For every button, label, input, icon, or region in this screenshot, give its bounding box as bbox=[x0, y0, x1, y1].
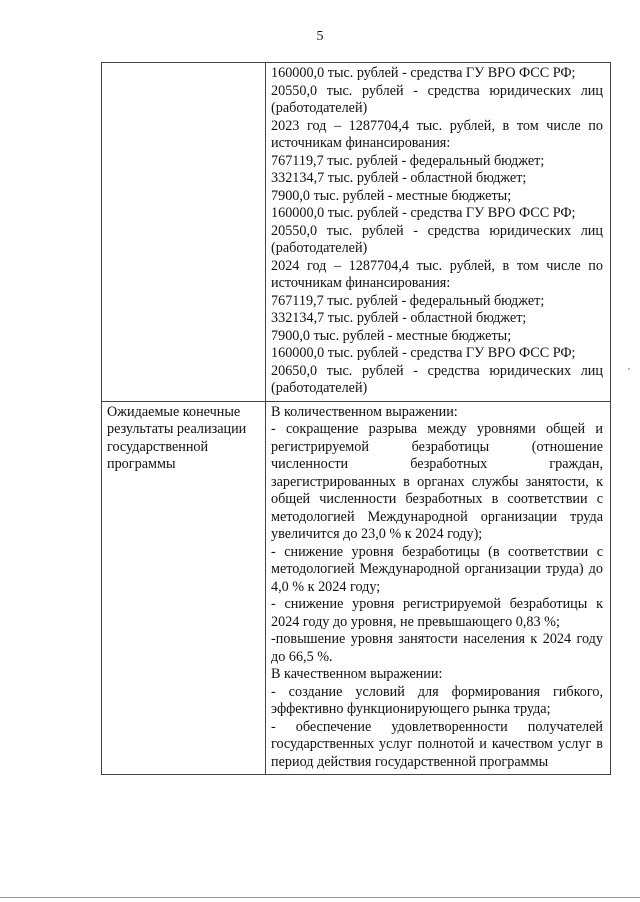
financing-line: 2024 год – 1287704,4 тыс. рублей, в том числе по источникам финансирования: bbox=[271, 257, 603, 291]
financing-line: 7900,0 тыс. рублей - местные бюджеты; bbox=[271, 187, 512, 204]
results-paragraph: В количественном выражении: bbox=[271, 403, 458, 420]
table-row-financing bbox=[102, 63, 611, 402]
results-paragraph: В качественном выражении: bbox=[271, 666, 443, 682]
results-paragraph: - снижение уровня безработицы (в соответствии с методологией Международной организации труда) до 4,0 % к 2024 году; bbox=[271, 543, 603, 595]
table-row-expected-results bbox=[102, 401, 611, 775]
row-label-line: результаты реализации bbox=[107, 421, 247, 437]
results-paragraph: - снижение уровня регистрируемой безработицы к 2024 году до уровня, не превышающего 0,83 %; bbox=[271, 596, 603, 630]
results-paragraph: - обеспечение удовлетворенности получателей государственных услуг полнотой и качеством услуг в период действия государственной программы bbox=[271, 718, 603, 770]
program-passport-table bbox=[101, 62, 611, 775]
financing-line: 767119,7 тыс. рублей - федеральный бюджет; bbox=[271, 152, 545, 169]
row1-right-cell bbox=[266, 63, 611, 402]
financing-line: 332134,7 тыс. рублей - областной бюджет; bbox=[271, 170, 527, 186]
row2-left-cell bbox=[102, 401, 266, 775]
row2-right-cell bbox=[266, 401, 611, 775]
financing-line: 160000,0 тыс. рублей - средства ГУ ВРО ФСС РФ; bbox=[271, 65, 576, 81]
results-paragraph: -повышение уровня занятости населения к 2024 году до 66,5 %. bbox=[271, 631, 603, 665]
page-number: 5 bbox=[316, 29, 324, 44]
financing-line: 7900,0 тыс. рублей - местные бюджеты; bbox=[271, 327, 512, 344]
financing-line: 332134,7 тыс. рублей - областной бюджет; bbox=[271, 310, 527, 326]
financing-line: 20650,0 тыс. рублей - средства юридических лиц (работодателей) bbox=[271, 362, 603, 396]
results-paragraph: - создание условий для формирования гибкого, эффективно функционирующего рынка труда; bbox=[271, 683, 603, 717]
row-label-line: Ожидаемые конечные bbox=[107, 403, 241, 420]
row-label-line: программы bbox=[107, 456, 176, 472]
financing-line: 160000,0 тыс. рублей - средства ГУ ВРО ФСС РФ; bbox=[271, 345, 576, 361]
financing-line: 2023 год – 1287704,4 тыс. рублей, в том числе по источникам финансирования: bbox=[271, 117, 603, 151]
financing-line: 20550,0 тыс. рублей - средства юридических лиц (работодателей) bbox=[271, 222, 603, 256]
results-paragraph: - сокращение разрыва между уровнями общей и регистрируемой безработицы (отношение численности безработных граждан, зарегистрированных в органах службы занятости, к общей численности безработных в соответствии с методологией Международной организации труда увеличится до 23,0 % к 2024 году); bbox=[271, 421, 603, 542]
row1-left-cell bbox=[102, 63, 266, 402]
financing-line: 20550,0 тыс. рублей - средства юридических лиц (работодателей) bbox=[271, 82, 603, 116]
financing-line: 767119,7 тыс. рублей - федеральный бюджет; bbox=[271, 292, 545, 309]
financing-line: 160000,0 тыс. рублей - средства ГУ ВРО ФСС РФ; bbox=[271, 205, 576, 221]
page-bottom-edge bbox=[0, 897, 640, 898]
row-label-line: государственной bbox=[107, 438, 209, 455]
scan-speck bbox=[628, 368, 630, 370]
